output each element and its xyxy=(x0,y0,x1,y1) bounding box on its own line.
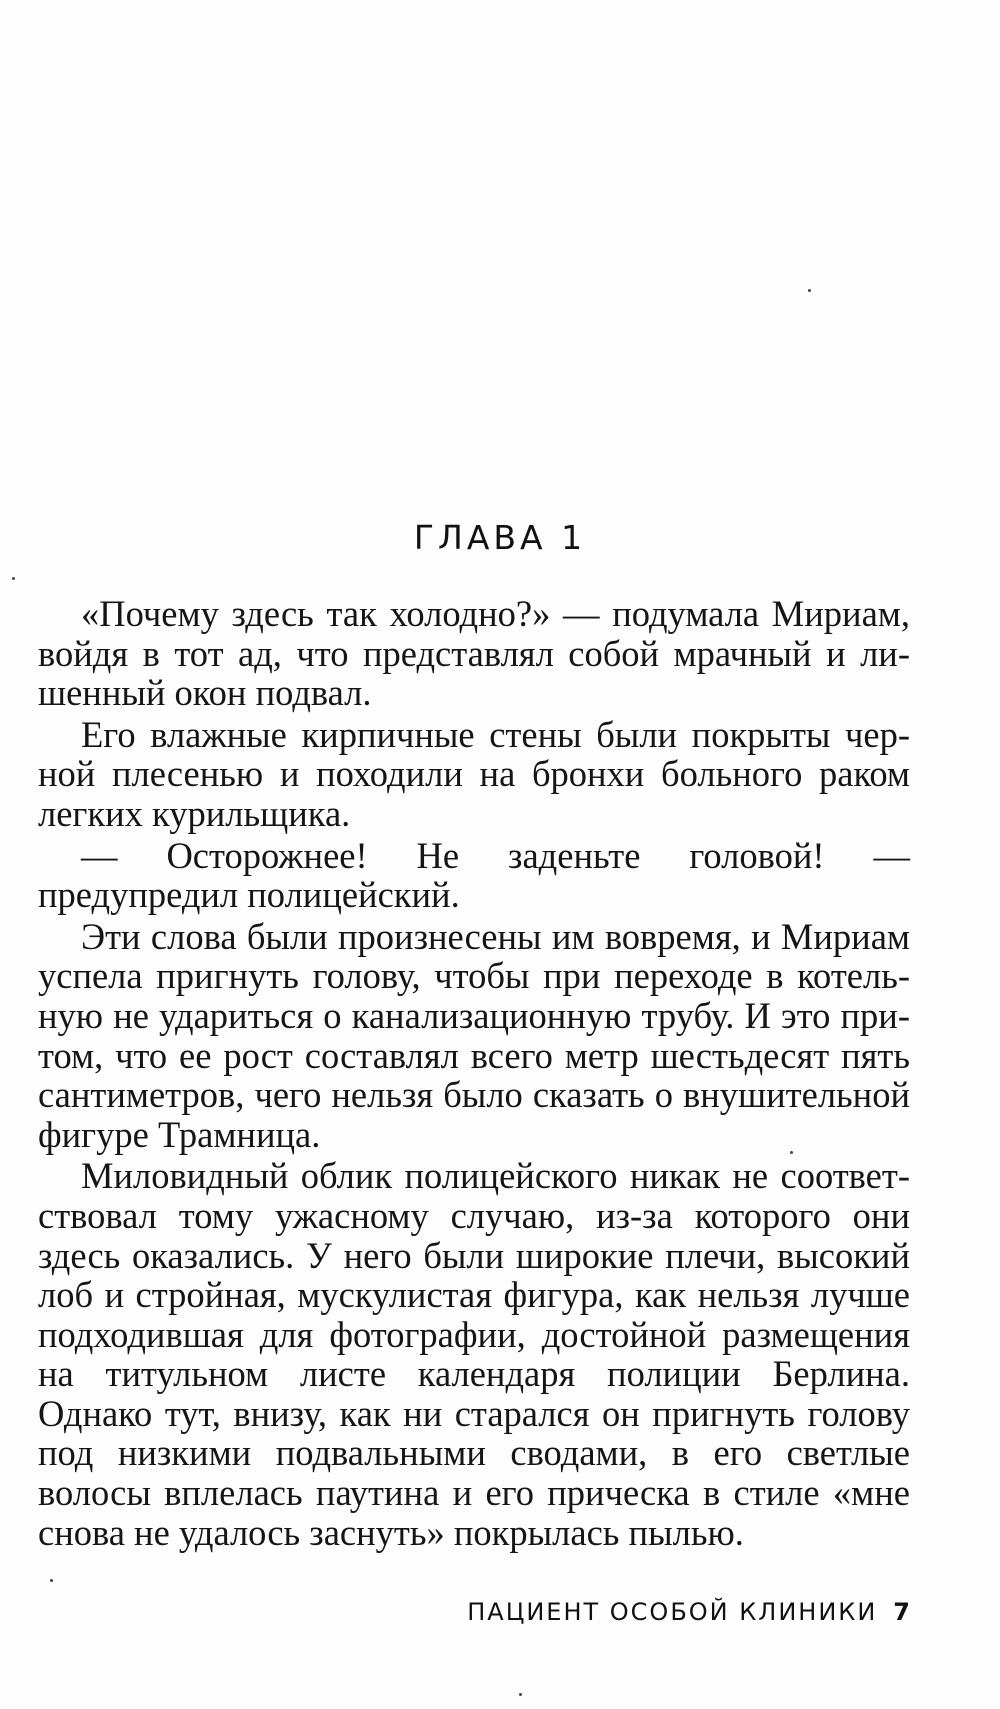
running-title: ПАЦИЕНТ ОСОБОЙ КЛИНИКИ xyxy=(467,1598,878,1626)
page-number: 7 xyxy=(893,1598,910,1626)
scan-speck xyxy=(790,1151,793,1154)
paragraph: «Почему здесь так холодно?» — подумала Мириам, войдя в тот ад, что представлял собой мрачный и лишенный окон подвал. xyxy=(38,593,910,714)
running-footer xyxy=(300,1598,910,1626)
scan-speck xyxy=(12,577,15,580)
paragraph: Его влажные кирпичные стены были покрыты черной плесенью и походили на бронхи больного раком легких курильщика. xyxy=(38,713,910,834)
chapter-heading: ГЛАВА 1 xyxy=(413,518,587,557)
chapter-body xyxy=(38,594,910,1552)
paragraph: — Осторожнее! Не заденьте головой! — предупредил полицейский. xyxy=(38,834,910,916)
scan-speck xyxy=(50,1579,53,1582)
paragraph: Миловидный облик полицейского никак не соответствовал тому ужасному случаю, из-за которого они здесь оказались. У него были широкие плечи, высокий лоб и стройная, мускулистая фигура, как нельзя лучше подходившая для фотографии, достойной размещения на титульном листе календаря полиции Берлина. Однако тут, внизу, как ни старался он пригнуть голову под низкими подвальными сводами, в его светлые волосы вплелась паутина и его прическа в стиле «мне снова не удалось заснуть» покрылась пылью. xyxy=(38,1155,910,1553)
scan-speck xyxy=(808,289,811,292)
paragraph: Эти слова были произнесены им вовремя, и Мириам успела пригнуть голову, чтобы при переходе в котельную не удариться о канализационную трубу. И это притом, что ее рост составлял всего метр шестьдесят пять сантиметров, чего нельзя было сказать о внушительной фигуре Трамница. xyxy=(38,915,910,1155)
scan-speck xyxy=(519,1693,522,1696)
